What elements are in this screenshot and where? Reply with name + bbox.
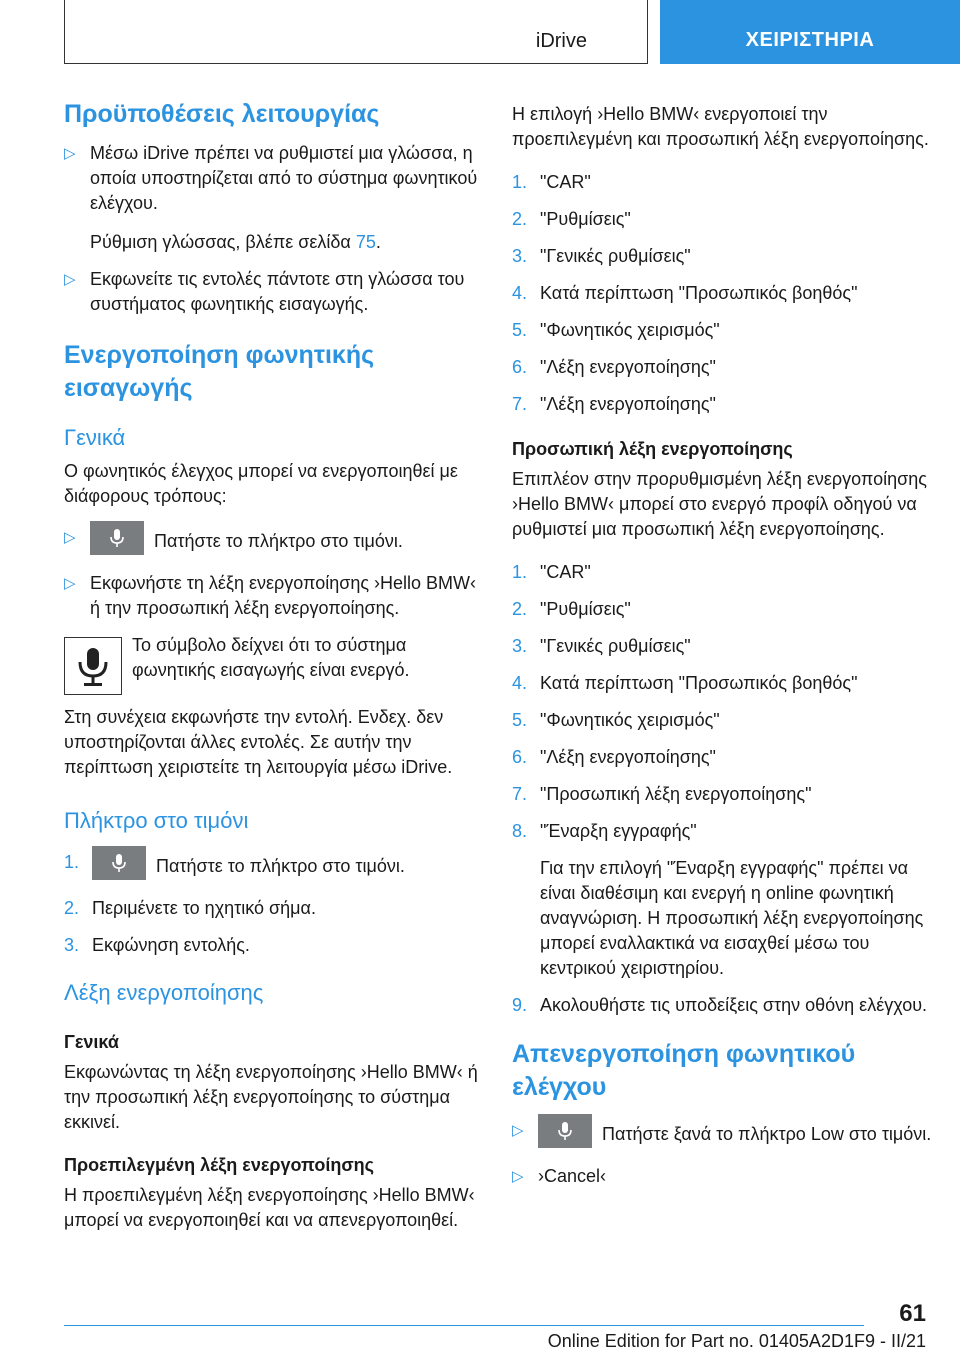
right-column	[512, 98, 932, 1201]
footer-edition: Online Edition for Part no. 01405A2D1F9 - II/21	[547, 1331, 926, 1351]
list-item: 2. Περιμένετε το ηχητικό σήμα.	[64, 898, 316, 918]
list-item: 1. "CAR"	[512, 172, 591, 192]
list-item: ▷ ›Cancel‹	[512, 1164, 932, 1189]
microphone-button-icon	[92, 846, 146, 880]
triangle-bullet-icon: ▷	[512, 1122, 524, 1139]
heading-prerequisites: Προϋποθέσεις λειτουργίας	[64, 100, 380, 128]
general-paragraph: Ο φωνητικός έλεγχος μπορεί να ενεργοποιηθεί με διάφορους τρόπους:	[64, 461, 458, 506]
voice-active-note: Το σύμβολο δείχνει ότι το σύστημα φωνητικής εισαγωγής είναι ενεργό.	[64, 633, 480, 691]
triangle-bullet-icon: ▷	[64, 145, 76, 162]
list-item: 6. "Λέξη ενεργοποίησης"	[512, 357, 716, 377]
list-item: 7. "Λέξη ενεργοποίησης"	[512, 394, 716, 414]
list-item: 5. "Φωνητικός χειρισμός"	[512, 320, 720, 340]
list-item: 4. Κατά περίπτωση "Προσωπικός βοηθός"	[512, 283, 858, 303]
heading-general: Γενικά	[64, 425, 126, 450]
list-item: 4. Κατά περίπτωση "Προσωπικός βοηθός"	[512, 673, 858, 693]
header-chapter: ΧΕΙΡΙΣΤΗΡΙΑ	[660, 0, 960, 64]
list-item: 2. "Ρυθμίσεις"	[512, 209, 631, 229]
heading-default-wake: Προεπιλεγμένη λέξη ενεργοποίησης	[64, 1155, 374, 1175]
triangle-bullet-icon: ▷	[64, 575, 76, 592]
list-item: 6. "Λέξη ενεργοποίησης"	[512, 747, 716, 767]
voice-active-icon	[64, 637, 122, 695]
page-link[interactable]: 75	[355, 232, 376, 252]
heading-steering-key: Πλήκτρο στο τιμόνι	[64, 808, 249, 833]
after-paragraph: Στη συνέχεια εκφωνήστε την εντολή. Ενδεχ. δεν υποστηρίζονται άλλες εντολές. Σε αυτήν την περίπτωση χειριστείτε τη λειτουργία μέσω iDrive.	[64, 707, 453, 777]
list-item: 3. "Γενικές ρυθμίσεις"	[512, 246, 691, 266]
microphone-button-icon	[90, 521, 144, 555]
list-item: 2. "Ρυθμίσεις"	[512, 599, 631, 619]
footer-rule	[64, 1325, 864, 1326]
list-item: ▷ Εκφωνήστε τη λέξη ενεργοποίησης ›Hello BMW‹ ή την προσωπική λέξη ενεργοποίησης.	[64, 571, 480, 621]
list-item: ▷ Πατήστε το πλήκτρο στο τιμόνι.	[64, 525, 480, 559]
step-8-note: Για την επιλογή "Έναρξη εγγραφής" πρέπει να είναι διαθέσιμη και ενεργή η online φωνητική αναγνώριση. Η προσωπική λέξη ενεργοποίησης μπορεί εναλλακτικά να εισαχθεί μέσω του κεντρικού χειριστηρίου.	[540, 858, 924, 978]
cross-reference-text: Ρύθμιση γλώσσας, βλέπε σελίδα	[90, 232, 351, 252]
list-item: 1. Πατήστε το πλήκτρο στο τιμόνι.	[64, 850, 480, 884]
list-item: 8. "Έναρξη εγγραφής" Για την επιλογή "Έναρξη εγγραφής" πρέπει να είναι διαθέσιμη και ενεργή η online φωνητική αναγνώριση. Η προσωπική λέξη ενεργοποίησης μπορεί εναλλακτικά να εισαχθεί μέσω του κεντρικού χειριστηρίου.	[512, 819, 932, 981]
heading-general-2: Γενικά	[64, 1032, 119, 1052]
page-number: 61	[899, 1300, 926, 1327]
list-item: 3. "Γενικές ρυθμίσεις"	[512, 636, 691, 656]
heading-personal-wake: Προσωπική λέξη ενεργοποίησης	[512, 439, 793, 459]
list-item: ▷ Μέσω iDrive πρέπει να ρυθμιστεί μια γλώσσα, η οποία υποστηρίζεται από το σύστημα φωνητικού ελέγχου. Ρύθμιση γλώσσας, βλέπε σελίδα 75.	[64, 141, 480, 255]
triangle-bullet-icon: ▷	[64, 271, 76, 288]
heading-wake-word: Λέξη ενεργοποίησης	[64, 980, 264, 1005]
header-section: iDrive	[535, 30, 587, 52]
personal-paragraph: Επιπλέον στην προρυθμισμένη λέξη ενεργοποίησης ›Hello BMW‹ μπορεί στο ενεργό προφίλ οδηγού να ρυθμιστεί μια προσωπική λέξη ενεργοποίησης.	[512, 469, 927, 539]
microphone-button-icon	[538, 1114, 592, 1148]
list-item: 3. Εκφώνηση εντολής.	[64, 935, 250, 955]
intro-paragraph: Η επιλογή ›Hello BMW‹ ενεργοποιεί την προεπιλεγμένη και προσωπική λέξη ενεργοποίησης.	[512, 104, 929, 149]
heading-deactivate-voice: Απενεργοποίηση φωνητικού ελέγχου	[512, 1040, 856, 1101]
wake-paragraph: Εκφωνώντας τη λέξη ενεργοποίησης ›Hello BMW‹ ή την προσωπική λέξη ενεργοποίησης το σύστημα εκκινεί.	[64, 1062, 478, 1132]
default-paragraph: Η προεπιλεγμένη λέξη ενεργοποίησης ›Hello BMW‹ μπορεί να ενεργοποιηθεί και να απενεργοποιηθεί.	[64, 1185, 475, 1230]
list-item: 9. Ακολουθήστε τις υποδείξεις στην οθόνη ελέγχου.	[512, 995, 928, 1015]
triangle-bullet-icon: ▷	[512, 1168, 524, 1185]
left-column	[64, 98, 480, 1233]
list-item: 7. "Προσωπική λέξη ενεργοποίησης"	[512, 784, 812, 804]
list-item: ▷ Εκφωνείτε τις εντολές πάντοτε στη γλώσσα του συστήματος φωνητικής εισαγωγής.	[64, 267, 480, 317]
list-item: 1. "CAR"	[512, 562, 591, 582]
heading-activate-voice: Ενεργοποίηση φωνητικής εισαγωγής	[64, 341, 375, 402]
triangle-bullet-icon: ▷	[64, 529, 76, 546]
list-item: 5. "Φωνητικός χειρισμός"	[512, 710, 720, 730]
header-box	[64, 0, 648, 64]
list-item: ▷ Πατήστε ξανά το πλήκτρο Low στο τιμόνι.	[512, 1118, 932, 1152]
